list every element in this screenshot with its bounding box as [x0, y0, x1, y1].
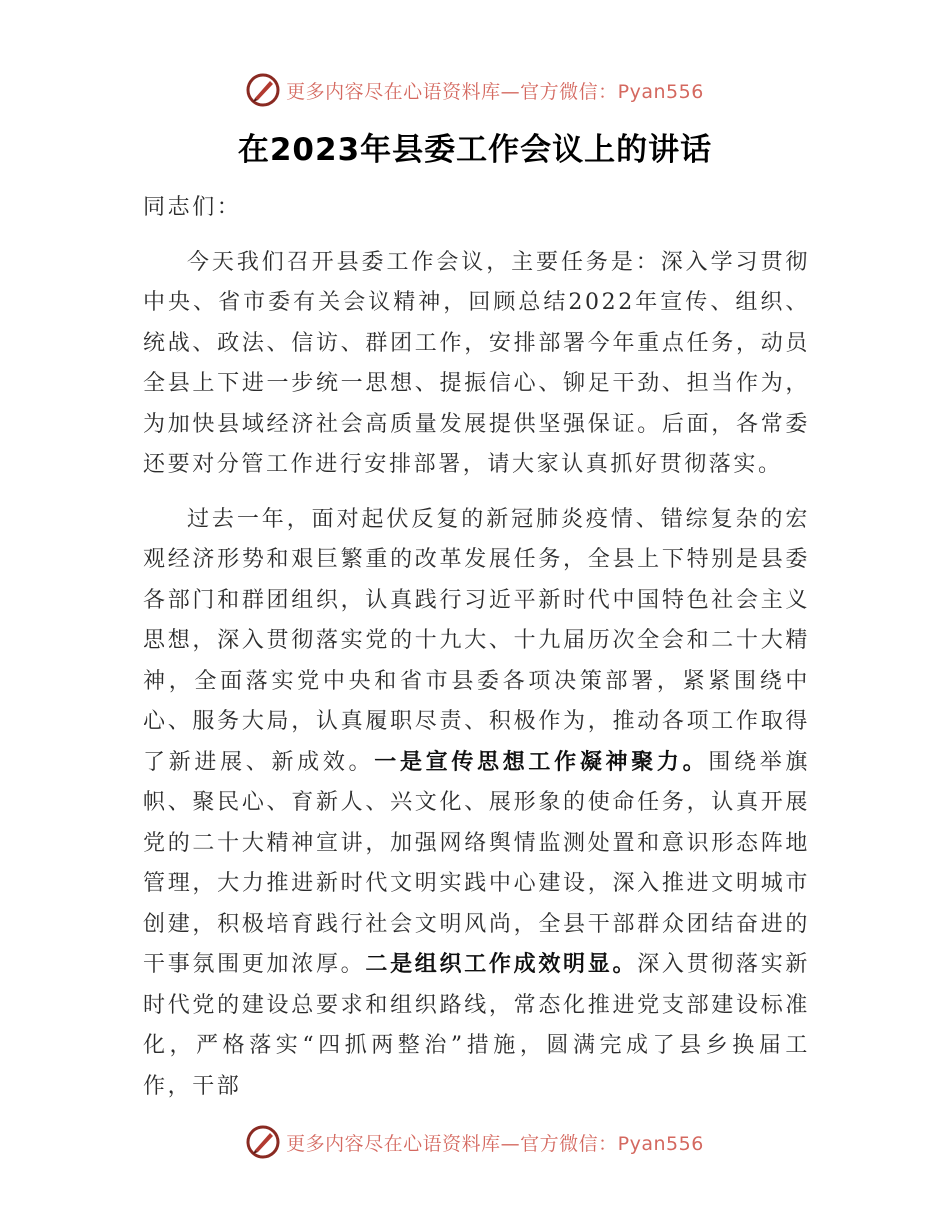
document-title: 在2023年县委工作会议上的讲话 — [237, 132, 713, 168]
footer-watermark — [0, 1122, 950, 1162]
watermark-text: 更多内容尽在心语资料库—官方微信：Pyan556 — [286, 80, 704, 103]
point-2-heading: 二是组织工作成效明显。 — [365, 952, 638, 977]
quill-logo-icon — [246, 73, 280, 107]
point-2-text: 深入贯彻落实新时代党的建设总要求和组织路线，常态化推进党支部建设标准化，严格落实“四抓两整治”措施，圆满完成了县乡换届工作，干部 — [143, 952, 810, 1099]
point-1-heading: 一是宣传思想工作凝神聚力。 — [374, 749, 709, 775]
header-watermark — [0, 70, 950, 110]
paragraph-2 — [143, 500, 810, 1108]
paragraph-1: 今天我们召开县委工作会议，主要任务是：深入学习贯彻中央、省市委有关会议精神，回顾总结2022年宣传、组织、统战、政法、信访、群团工作，安排部署今年重点任务，动员全县上下进一步统一思想、提振信心、铆足干劲、担当作为，为加快县域经济社会高质量发展提供坚强保证。后面，各常委还要对分管工作进行安排部署，请大家认真抓好贯彻落实。 — [143, 249, 810, 477]
greeting: 同志们： — [143, 195, 242, 220]
point-1-text: 围绕举旗帜、聚民心、育新人、兴文化、展形象的使命任务，认真开展党的二十大精神宣讲，加强网络舆情监测处置和意识形态阵地管理，大力推进新时代文明实践中心建设，深入推进文明城市创建，积极培育践行社会文明风尚，全县干部群众团结奋进的干事氛围更加浓厚。 — [143, 749, 810, 977]
watermark-text: 更多内容尽在心语资料库—官方微信：Pyan556 — [286, 1132, 704, 1155]
document-body — [143, 188, 810, 1121]
paragraph-2-intro: 过去一年，面对起伏反复的新冠肺炎疫情、错综复杂的宏观经济形势和艰巨繁重的改革发展任务，全县上下特别是县委各部门和群团组织，认真践行习近平新时代中国特色社会主义思想，深入贯彻落实党的十九大、十九届历次全会和二十大精神，全面落实党中央和省市县委各项决策部署，紧紧围绕中心、服务大局，认真履职尽责、积极作为，推动各项工作取得了新进展、新成效。 — [143, 506, 810, 775]
quill-logo-icon — [246, 1125, 280, 1159]
